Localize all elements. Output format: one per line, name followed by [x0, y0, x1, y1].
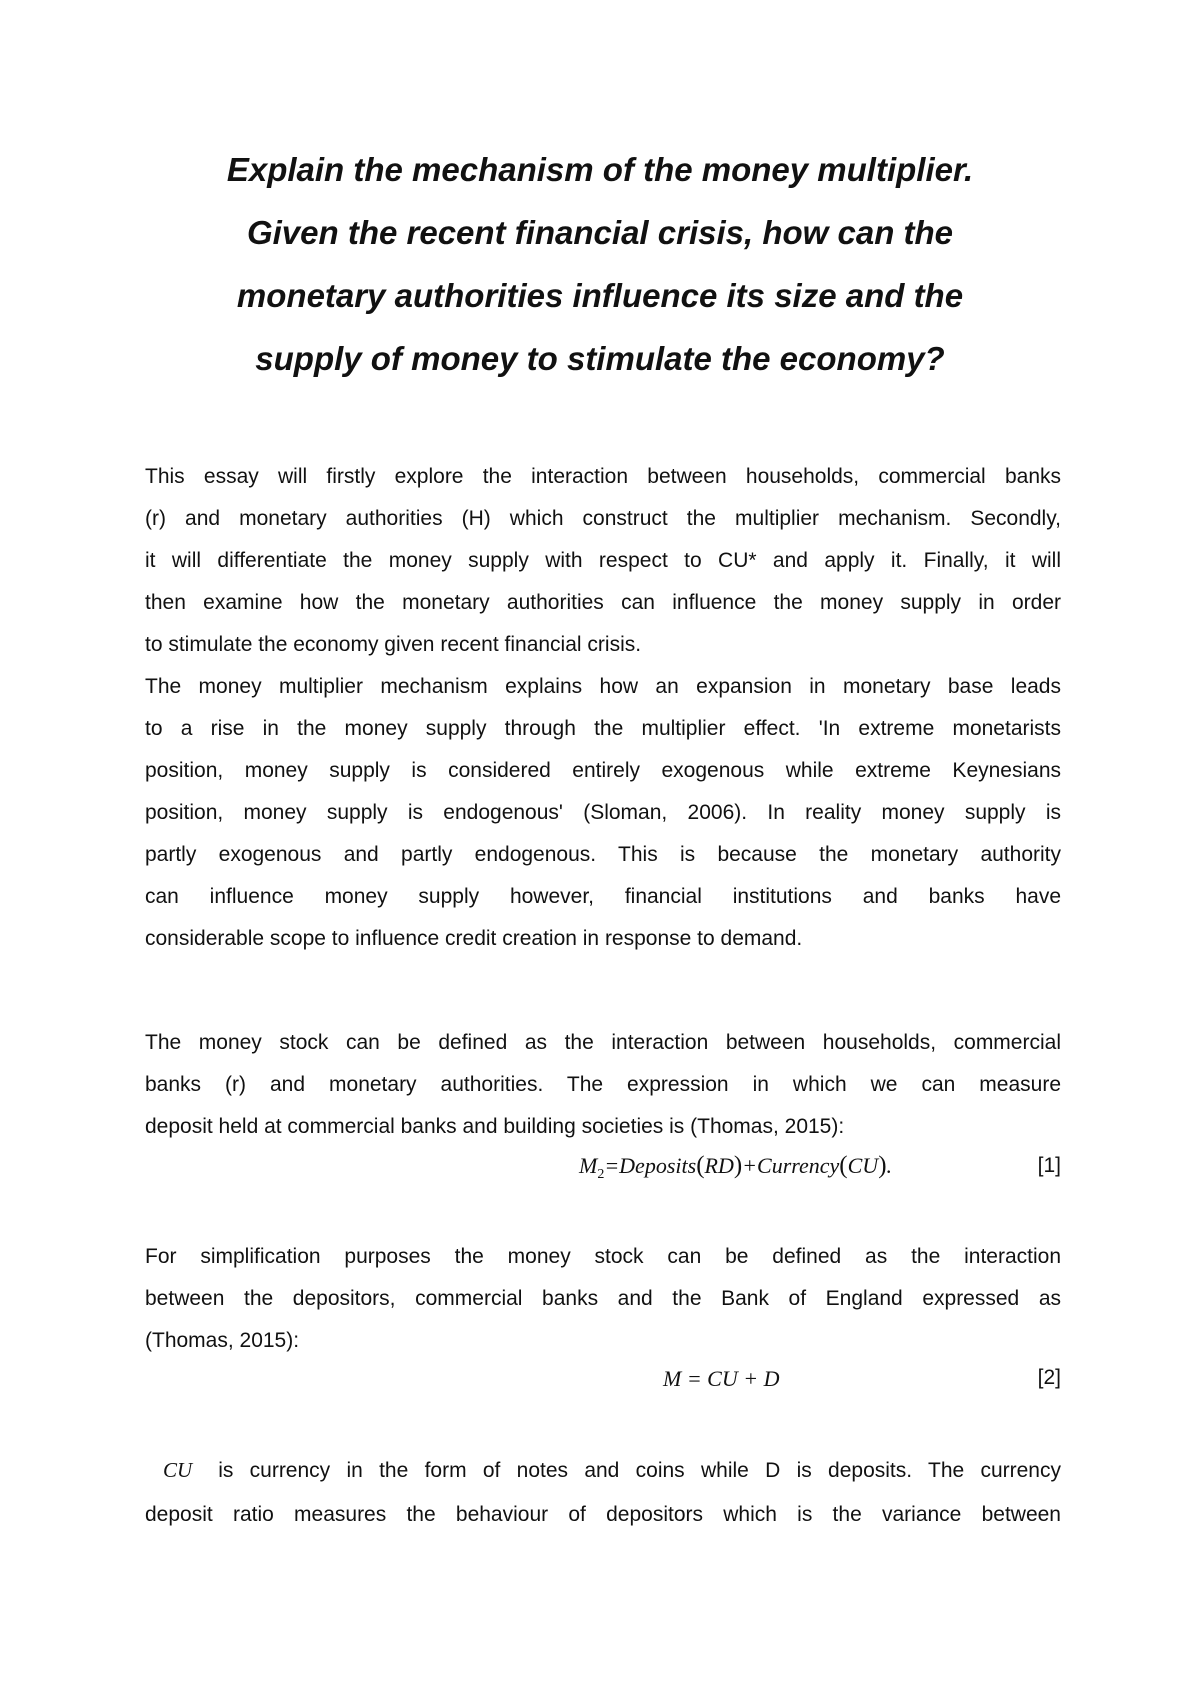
eq1-lhs-sub: 2: [597, 1167, 605, 1182]
text-line: position, money supply is considered entirely exogenous while extreme Keynesians: [145, 759, 1061, 782]
text-line: considerable scope to influence credit creation in response to demand.: [145, 927, 803, 950]
eq1-tail: .: [886, 1153, 893, 1178]
text-line: For simplification purposes the money stock can be defined as the interaction: [145, 1245, 1061, 1268]
title-line: monetary authorities influence its size and the: [236, 277, 964, 314]
text-line: This essay will firstly explore the interaction between households, commercial banks: [145, 465, 1061, 488]
text-line: banks (r) and monetary authorities. The expression in which we can measure: [145, 1073, 1061, 1096]
text-line: to a rise in the money supply through the multiplier effect. 'In extreme monetarists: [145, 717, 1061, 740]
equation-2: [145, 1366, 1061, 1406]
text-line: to stimulate the economy given recent financial crisis.: [145, 633, 642, 656]
currency-paragraph: [145, 1448, 1061, 1537]
title-line: Explain the mechanism of the money multiplier.: [226, 151, 974, 188]
title-line: Given the recent financial crisis, how can the: [246, 214, 954, 251]
essay-title: [150, 138, 1050, 390]
currency-line-1: is currency in the form of notes and coins while D is deposits. The currency: [218, 1459, 1061, 1482]
text-line: position, money supply is endogenous' (Sloman, 2006). In reality money supply is: [145, 801, 1061, 824]
text-line: (Thomas, 2015):: [145, 1329, 300, 1352]
mechanism-paragraph: [145, 666, 1061, 960]
text-line: it will differentiate the money supply with respect to CU* and apply it. Finally, it will: [145, 549, 1061, 572]
equation-1-formula: $M_2=Deposits(RD)+Currency(CU)$.: [579, 1152, 893, 1182]
text-line: deposit ratio measures the behaviour of depositors which is the variance between: [145, 1503, 1061, 1526]
text-line: between the depositors, commercial banks and the Bank of England expressed as: [145, 1287, 1061, 1310]
text-line: The money stock can be defined as the interaction between households, commercial: [145, 1031, 1061, 1054]
equation-1-number: [1]: [1037, 1154, 1061, 1177]
text-line: (r) and monetary authorities (H) which construct the multiplier mechanism. Secondly,: [145, 507, 1061, 530]
text-line: deposit held at commercial banks and building societies is (Thomas, 2015):: [145, 1115, 845, 1138]
text-line: can influence money supply however, financial institutions and banks have: [145, 885, 1061, 908]
text-line: The money multiplier mechanism explains how an expansion in monetary base leads: [145, 675, 1061, 698]
text-line: partly exogenous and partly endogenous. This is because the monetary authority: [145, 843, 1061, 866]
intro-paragraph: [145, 456, 1061, 666]
equation-2-number: [2]: [1037, 1366, 1061, 1389]
eq1-rd: RD: [704, 1153, 734, 1178]
text-line: [145, 1448, 1061, 1493]
eq1-lhs: M: [579, 1153, 598, 1178]
equation-2-formula: M = CU + D: [663, 1366, 780, 1391]
eq1-cu: CU: [847, 1153, 879, 1178]
equation-1: [145, 1154, 1061, 1194]
money-stock-paragraph: [145, 1022, 1061, 1148]
eq1-deposits: =Deposits: [604, 1153, 697, 1178]
title-line: supply of money to stimulate the economy?: [255, 340, 945, 377]
text-line: then examine how the monetary authorities can influence the money supply in order: [145, 591, 1061, 614]
eq1-currency: +Currency: [742, 1153, 840, 1178]
cu-symbol: CU: [163, 1458, 193, 1482]
simplification-paragraph: [145, 1236, 1061, 1362]
